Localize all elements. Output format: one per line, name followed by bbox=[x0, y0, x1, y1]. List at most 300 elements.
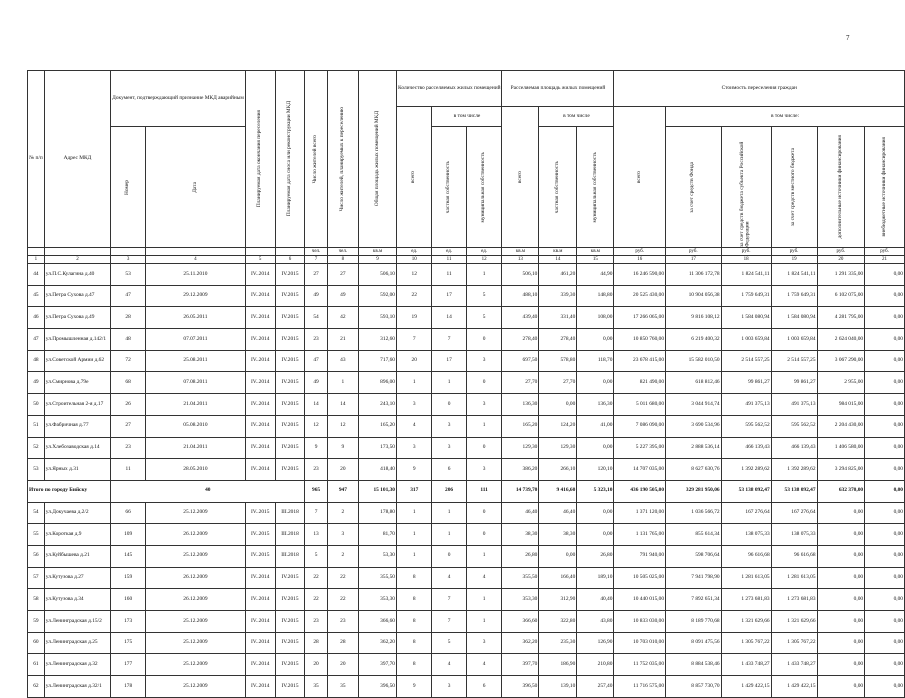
table-cell: 5 bbox=[466, 307, 502, 329]
table-cell: IV..2014 bbox=[245, 307, 275, 329]
table-cell: 8 bbox=[397, 611, 432, 633]
table-cell: 12 bbox=[327, 415, 358, 437]
column-number-cell: 19 bbox=[771, 256, 817, 264]
address-cell: ул.Смирнова д.79е bbox=[44, 372, 110, 394]
table-cell: IV.2015 bbox=[275, 654, 305, 676]
table-cell: 6 219 400,32 bbox=[666, 329, 722, 351]
table-cell: 439,40 bbox=[502, 307, 539, 329]
table-body bbox=[28, 264, 905, 698]
table-cell: 353,30 bbox=[359, 589, 397, 611]
table-cell: 0 bbox=[466, 437, 502, 459]
header-area-total: всего bbox=[502, 107, 539, 248]
table-row bbox=[28, 654, 905, 676]
header-rooms-count: Количество расселяемых жилых помещений bbox=[397, 71, 502, 107]
column-number-cell: 16 bbox=[614, 256, 666, 264]
table-cell: 11 306 172,78 bbox=[666, 264, 722, 286]
table-cell: 118,70 bbox=[577, 350, 614, 372]
table-cell: IV.2015 bbox=[275, 611, 305, 633]
table-cell: 40,40 bbox=[577, 589, 614, 611]
table-cell: 1 429 422,15 bbox=[771, 676, 817, 698]
header-total-area: Общая площадь жилых помещений МКД bbox=[359, 71, 397, 248]
table-cell: 4 bbox=[466, 567, 502, 589]
table-cell: 17 266 065,00 bbox=[614, 307, 666, 329]
table-cell: 10 904 056,38 bbox=[666, 285, 722, 307]
table-cell: 366,60 bbox=[359, 611, 397, 633]
column-number-cell: 6 bbox=[275, 256, 305, 264]
table-cell: 3 067 290,00 bbox=[817, 350, 865, 372]
table-cell: III.2018 bbox=[275, 502, 305, 524]
table-cell: IV.2015 bbox=[275, 567, 305, 589]
table-cell: 8 627 630,76 bbox=[666, 459, 722, 481]
unit-cell: руб. bbox=[771, 248, 817, 256]
table-cell: 189,10 bbox=[577, 567, 614, 589]
total-cell: 329 281 950,06 bbox=[666, 480, 722, 502]
table-cell: 312,60 bbox=[359, 329, 397, 351]
table-row bbox=[28, 632, 905, 654]
table-cell: 07.08.2011 bbox=[146, 372, 246, 394]
table-cell: 177 bbox=[111, 654, 146, 676]
header-area-municipal: муниципальная собственность bbox=[577, 127, 614, 248]
table-cell: 160 bbox=[111, 589, 146, 611]
table-cell: 2 bbox=[327, 502, 358, 524]
column-number-cell: 3 bbox=[111, 256, 146, 264]
table-cell: 278,40 bbox=[539, 329, 577, 351]
address-cell: ул.Куйбышева д.21 bbox=[44, 545, 110, 567]
table-cell: IV..2014 bbox=[245, 632, 275, 654]
table-cell: 46,40 bbox=[539, 502, 577, 524]
table-cell: 1 584 080,94 bbox=[771, 307, 817, 329]
table-cell: 7 bbox=[397, 329, 432, 351]
table-cell: IV..2014 bbox=[245, 372, 275, 394]
table-cell: 167 276,64 bbox=[721, 502, 771, 524]
header-cost: Стоимость переселения граждан bbox=[614, 71, 905, 107]
table-cell: 4 281 795,00 bbox=[817, 307, 865, 329]
table-cell: 56 bbox=[28, 545, 45, 567]
table-cell: 1 406 580,00 bbox=[817, 437, 865, 459]
table-cell: 96 616,68 bbox=[721, 545, 771, 567]
total-cell: 53 138 092,47 bbox=[771, 480, 817, 502]
table-cell: 96 616,68 bbox=[771, 545, 817, 567]
table-cell: 11 752 035,00 bbox=[614, 654, 666, 676]
table-cell: 0,00 bbox=[865, 437, 905, 459]
table-cell: 173 bbox=[111, 611, 146, 633]
table-cell: 9 bbox=[397, 459, 432, 481]
total-count: 40 bbox=[111, 480, 305, 502]
table-cell: 62 bbox=[28, 676, 45, 698]
units-row bbox=[28, 248, 905, 256]
header-local-budget: за счет средств местного бюджета bbox=[771, 127, 817, 248]
table-cell: IV..2014 bbox=[245, 285, 275, 307]
table-cell: 0,00 bbox=[817, 567, 865, 589]
unit-cell: ед. bbox=[466, 248, 502, 256]
table-cell: IV.2015 bbox=[275, 307, 305, 329]
table-cell: 7 bbox=[432, 589, 466, 611]
address-cell: ул.Докучаева д.2/2 bbox=[44, 502, 110, 524]
table-cell: 55 bbox=[28, 524, 45, 546]
unit-cell bbox=[146, 248, 246, 256]
table-cell: 129,30 bbox=[539, 437, 577, 459]
table-cell: 72 bbox=[111, 350, 146, 372]
table-cell: 339,30 bbox=[539, 285, 577, 307]
table-cell: 53 bbox=[28, 459, 45, 481]
table-cell: 0,00 bbox=[817, 676, 865, 698]
unit-cell: руб. bbox=[614, 248, 666, 256]
table-cell: 07.07.2011 bbox=[146, 329, 246, 351]
header-rooms-private: частная собственность bbox=[432, 127, 466, 248]
table-cell: 0,00 bbox=[865, 589, 905, 611]
unit-cell: кв.м bbox=[539, 248, 577, 256]
table-cell: 9 bbox=[397, 676, 432, 698]
header-doc-date: Дата bbox=[146, 127, 246, 248]
table-cell: 25.12.2009 bbox=[146, 611, 246, 633]
table-cell: 21 bbox=[327, 329, 358, 351]
header-resettled-area: Расселяемая площадь жилых помещений bbox=[502, 71, 614, 107]
table-row bbox=[28, 611, 905, 633]
table-cell: 9 bbox=[305, 437, 327, 459]
table-row bbox=[28, 524, 905, 546]
total-cell: 206 bbox=[432, 480, 466, 502]
table-cell: 717,60 bbox=[359, 350, 397, 372]
table-cell: IV..2015 bbox=[245, 545, 275, 567]
table-cell: 1 273 681,83 bbox=[721, 589, 771, 611]
table-cell: 397,70 bbox=[359, 654, 397, 676]
total-cell: 0,00 bbox=[865, 480, 905, 502]
table-cell: 3 690 534,96 bbox=[666, 415, 722, 437]
table-cell: 26.12.2009 bbox=[146, 524, 246, 546]
table-cell: 26,80 bbox=[577, 545, 614, 567]
table-cell: 0,00 bbox=[865, 611, 905, 633]
unit-cell: чел. bbox=[327, 248, 358, 256]
table-cell: 166,40 bbox=[539, 567, 577, 589]
address-cell: ул.Ленинградская д.32 bbox=[44, 654, 110, 676]
table-cell: 1 392 289,62 bbox=[721, 459, 771, 481]
table-cell: 0,00 bbox=[865, 415, 905, 437]
table-row bbox=[28, 545, 905, 567]
table-cell: IV.2015 bbox=[275, 264, 305, 286]
total-cell: 436 190 505,00 bbox=[614, 480, 666, 502]
total-cell: 14 739,70 bbox=[502, 480, 539, 502]
address-cell: ул.Ленинградская д.15/2 bbox=[44, 611, 110, 633]
table-cell: 2 624 040,00 bbox=[817, 329, 865, 351]
table-cell: 21.04.2011 bbox=[146, 394, 246, 416]
table-cell: 25.08.2011 bbox=[146, 350, 246, 372]
table-cell: IV.2015 bbox=[275, 350, 305, 372]
table-cell: 8 bbox=[397, 567, 432, 589]
table-cell: IV..2014 bbox=[245, 415, 275, 437]
address-cell: ул.Петра Сухова д.47 bbox=[44, 285, 110, 307]
table-cell: 8 091 475,56 bbox=[666, 632, 722, 654]
table-cell: 28 bbox=[111, 307, 146, 329]
table-row bbox=[28, 307, 905, 329]
table-cell: 595 562,52 bbox=[771, 415, 817, 437]
table-cell: 8 bbox=[397, 654, 432, 676]
table-cell: 27,70 bbox=[502, 372, 539, 394]
table-cell: 68 bbox=[111, 372, 146, 394]
table-cell: 355,50 bbox=[359, 567, 397, 589]
table-cell: 3 bbox=[466, 394, 502, 416]
table-cell: 3 bbox=[466, 350, 502, 372]
table-cell: 0 bbox=[432, 394, 466, 416]
table-cell: 178 bbox=[111, 676, 146, 698]
unit-cell: кв.м bbox=[502, 248, 539, 256]
table-cell: 0,00 bbox=[539, 394, 577, 416]
table-cell: 27 bbox=[111, 415, 146, 437]
table-cell: 1 429 422,15 bbox=[721, 676, 771, 698]
table-cell: 1 bbox=[432, 524, 466, 546]
table-cell: 0,00 bbox=[865, 502, 905, 524]
table-cell: 1 321 629,66 bbox=[771, 611, 817, 633]
column-number-cell: 1 bbox=[28, 256, 45, 264]
table-cell: 697,50 bbox=[502, 350, 539, 372]
table-cell: 120,10 bbox=[577, 459, 614, 481]
table-cell: 10 440 015,00 bbox=[614, 589, 666, 611]
table-cell: IV..2014 bbox=[245, 264, 275, 286]
table-cell: 23 bbox=[305, 329, 327, 351]
table-cell: 3 bbox=[432, 676, 466, 698]
table-cell: 13 bbox=[305, 524, 327, 546]
column-number-cell: 4 bbox=[146, 256, 246, 264]
table-cell: 598 706,64 bbox=[666, 545, 722, 567]
table-cell: IV..2014 bbox=[245, 654, 275, 676]
table-cell: 167 276,64 bbox=[771, 502, 817, 524]
table-cell: 0 bbox=[432, 545, 466, 567]
table-cell: 145 bbox=[111, 545, 146, 567]
table-cell: 49 bbox=[327, 285, 358, 307]
table-cell: 1 759 649,31 bbox=[721, 285, 771, 307]
table-cell: 0,00 bbox=[865, 350, 905, 372]
total-cell: 317 bbox=[397, 480, 432, 502]
table-cell: 26.05.2011 bbox=[146, 307, 246, 329]
table-cell: IV..2014 bbox=[245, 676, 275, 698]
table-cell: 396,50 bbox=[502, 676, 539, 698]
table-cell: 7 892 651,34 bbox=[666, 589, 722, 611]
table-row bbox=[28, 437, 905, 459]
table-cell: 0,00 bbox=[865, 285, 905, 307]
table-cell: 1 392 289,62 bbox=[771, 459, 817, 481]
table-cell: IV.2015 bbox=[275, 437, 305, 459]
table-cell: 53 bbox=[111, 264, 146, 286]
table-cell: III.2018 bbox=[275, 545, 305, 567]
table-cell: 0,00 bbox=[817, 654, 865, 676]
header-area-private: частная собственность bbox=[539, 127, 577, 248]
table-cell: 578,80 bbox=[539, 350, 577, 372]
table-cell: 38,30 bbox=[502, 524, 539, 546]
table-cell: IV..2014 bbox=[245, 394, 275, 416]
table-cell: 1 bbox=[432, 502, 466, 524]
table-cell: 3 bbox=[466, 459, 502, 481]
table-cell: 0,00 bbox=[817, 611, 865, 633]
table-cell: 22 bbox=[305, 567, 327, 589]
table-cell: 5 011 680,00 bbox=[614, 394, 666, 416]
header-no: № п/п bbox=[28, 71, 45, 248]
header-planned-demolition-date: Планируемая дата сноса или реконструкции МКД bbox=[275, 71, 305, 248]
table-cell: 4 bbox=[397, 415, 432, 437]
table-cell: 366,60 bbox=[502, 611, 539, 633]
table-cell: 47 bbox=[111, 285, 146, 307]
table-cell: 984 015,00 bbox=[817, 394, 865, 416]
table-cell: 312,90 bbox=[539, 589, 577, 611]
table-cell: 9 bbox=[327, 437, 358, 459]
table-cell: 23 bbox=[305, 611, 327, 633]
table-cell: 1 bbox=[466, 415, 502, 437]
table-row bbox=[28, 502, 905, 524]
table-cell: 1 003 659,84 bbox=[771, 329, 817, 351]
table-cell: 17 bbox=[432, 350, 466, 372]
address-cell: ул.П.С.Кулагина д.40 bbox=[44, 264, 110, 286]
table-cell: 52 bbox=[28, 437, 45, 459]
table-cell: 25.11.2010 bbox=[146, 264, 246, 286]
table-cell: 99 861,27 bbox=[721, 372, 771, 394]
table-cell: 6 bbox=[432, 459, 466, 481]
total-cell: 632 370,00 bbox=[817, 480, 865, 502]
table-cell: 28.05.2010 bbox=[146, 459, 246, 481]
table-cell: 7 bbox=[432, 329, 466, 351]
table-cell: 42 bbox=[327, 307, 358, 329]
table-cell: 41,00 bbox=[577, 415, 614, 437]
table-row bbox=[28, 676, 905, 698]
table-cell: 3 bbox=[397, 437, 432, 459]
table-cell: 26 bbox=[111, 394, 146, 416]
table-cell: 0 bbox=[466, 524, 502, 546]
table-cell: IV..2015 bbox=[245, 502, 275, 524]
unit-cell bbox=[44, 248, 110, 256]
table-cell: 2 204 430,00 bbox=[817, 415, 865, 437]
table-cell: 2 bbox=[327, 545, 358, 567]
table-cell: 51 bbox=[28, 415, 45, 437]
table-cell: 1 bbox=[466, 611, 502, 633]
unit-cell: кв.м bbox=[359, 248, 397, 256]
table-cell: 35 bbox=[305, 676, 327, 698]
table-cell: 466 139,43 bbox=[771, 437, 817, 459]
table-cell: 17 bbox=[432, 285, 466, 307]
table-cell: 61 bbox=[28, 654, 45, 676]
unit-cell: руб. bbox=[721, 248, 771, 256]
table-cell: 54 bbox=[28, 502, 45, 524]
table-cell: 26.12.2009 bbox=[146, 567, 246, 589]
table-cell: 14 bbox=[327, 394, 358, 416]
table-cell: IV..2014 bbox=[245, 567, 275, 589]
header-rooms-total: всего bbox=[397, 107, 432, 248]
table-cell: 53,30 bbox=[359, 545, 397, 567]
table-cell: 0,00 bbox=[865, 632, 905, 654]
table-cell: 20 bbox=[327, 654, 358, 676]
table-cell: 139,10 bbox=[539, 676, 577, 698]
table-cell: 855 614,34 bbox=[666, 524, 722, 546]
unit-cell: ед. bbox=[397, 248, 432, 256]
table-cell: 05.08.2010 bbox=[146, 415, 246, 437]
table-cell: 58 bbox=[28, 589, 45, 611]
address-cell: ул.Ленинградская д.25 bbox=[44, 632, 110, 654]
total-cell: 15 101,30 bbox=[359, 480, 397, 502]
table-cell: 23 bbox=[327, 611, 358, 633]
table-cell: 23 bbox=[111, 437, 146, 459]
column-number-cell: 17 bbox=[666, 256, 722, 264]
header-planned-resettlement-date: Планируемая дата окончания переселения bbox=[245, 71, 275, 248]
table-cell: 26.12.2009 bbox=[146, 589, 246, 611]
total-cell: 53 138 092,47 bbox=[721, 480, 771, 502]
table-cell: 47 bbox=[305, 350, 327, 372]
table-cell: 0,00 bbox=[577, 502, 614, 524]
table-cell: IV..2014 bbox=[245, 437, 275, 459]
table-cell: 148,80 bbox=[577, 285, 614, 307]
table-cell: 618 812,46 bbox=[666, 372, 722, 394]
table-row bbox=[28, 329, 905, 351]
table-cell: 362,20 bbox=[359, 632, 397, 654]
table-cell: 0,00 bbox=[577, 437, 614, 459]
table-cell: 22 bbox=[327, 589, 358, 611]
table-cell: 6 102 075,00 bbox=[817, 285, 865, 307]
table-cell: 108,00 bbox=[577, 307, 614, 329]
table-cell: 20 bbox=[305, 654, 327, 676]
table-row bbox=[28, 567, 905, 589]
table-cell: 2 514 557,25 bbox=[771, 350, 817, 372]
table-cell: 27 bbox=[327, 264, 358, 286]
table-row bbox=[28, 350, 905, 372]
table-cell: 81,70 bbox=[359, 524, 397, 546]
table-cell: 5 bbox=[305, 545, 327, 567]
table-cell: 109 bbox=[111, 524, 146, 546]
table-cell: 8 857 730,70 bbox=[666, 676, 722, 698]
table-cell: 235,30 bbox=[539, 632, 577, 654]
table-cell: 322,80 bbox=[539, 611, 577, 633]
table-cell: 38,30 bbox=[539, 524, 577, 546]
table-cell: 7 bbox=[305, 502, 327, 524]
table-cell: 27,70 bbox=[539, 372, 577, 394]
table-cell: 595 562,52 bbox=[721, 415, 771, 437]
table-cell: 791 940,00 bbox=[614, 545, 666, 567]
table-cell: 10 505 025,00 bbox=[614, 567, 666, 589]
table-cell: 491 375,13 bbox=[771, 394, 817, 416]
table-cell: 0 bbox=[466, 329, 502, 351]
total-cell: 111 bbox=[466, 480, 502, 502]
header-additional-sources: дополнительные источники финансирования bbox=[817, 127, 865, 248]
unit-cell bbox=[275, 248, 305, 256]
table-cell: 9 816 108,12 bbox=[666, 307, 722, 329]
total-label: Итого по городу Бийску bbox=[28, 480, 111, 502]
table-cell: 6 bbox=[466, 676, 502, 698]
table-cell: 12 bbox=[305, 415, 327, 437]
table-cell: 1 bbox=[432, 372, 466, 394]
table-cell: 5 bbox=[432, 632, 466, 654]
table-cell: 3 bbox=[327, 524, 358, 546]
column-number-cell: 5 bbox=[245, 256, 275, 264]
table-cell: 506,10 bbox=[359, 264, 397, 286]
address-cell: ул.Ленинградская д.32/1 bbox=[44, 676, 110, 698]
address-cell: ул.Советской Армии д.62 bbox=[44, 350, 110, 372]
column-number-cell: 18 bbox=[721, 256, 771, 264]
table-cell: III.2018 bbox=[275, 524, 305, 546]
table-cell: 592,00 bbox=[359, 285, 397, 307]
column-number-cell: 2 bbox=[44, 256, 110, 264]
table-cell: 488,10 bbox=[502, 285, 539, 307]
table-cell: 10 703 010,00 bbox=[614, 632, 666, 654]
column-number-cell: 8 bbox=[327, 256, 358, 264]
table-cell: 1 584 080,94 bbox=[721, 307, 771, 329]
table-cell: IV.2015 bbox=[275, 676, 305, 698]
table-cell: 0,00 bbox=[865, 567, 905, 589]
table-cell: 159 bbox=[111, 567, 146, 589]
table-cell: 3 bbox=[432, 415, 466, 437]
table-cell: 22 bbox=[397, 285, 432, 307]
table-cell: 165,20 bbox=[359, 415, 397, 437]
table-cell: 0,00 bbox=[577, 329, 614, 351]
address-cell: ул.Хлебозаводская д.14 bbox=[44, 437, 110, 459]
table-cell: 1 305 767,22 bbox=[721, 632, 771, 654]
address-cell: ул.Фабричная д.77 bbox=[44, 415, 110, 437]
total-cell: 9 416,60 bbox=[539, 480, 577, 502]
table-cell: 25.12.2009 bbox=[146, 545, 246, 567]
address-cell: ул.Кутузова д.27 bbox=[44, 567, 110, 589]
